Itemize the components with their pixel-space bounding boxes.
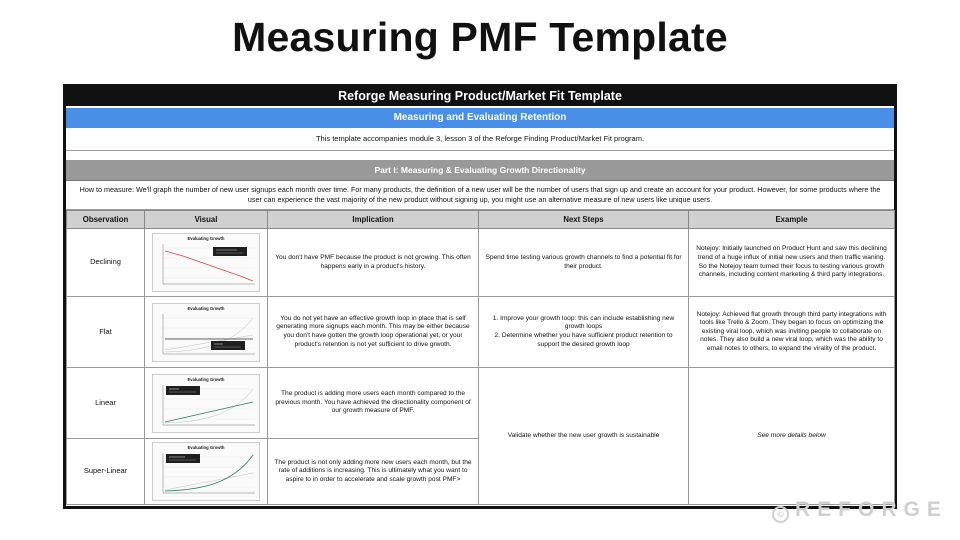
- visual-cell: [145, 368, 268, 439]
- next-step-item: 2. Determine whether you have sufficient product retention to support the desired growth loop: [494, 332, 673, 348]
- column-header-implication: Implication: [268, 211, 479, 229]
- section-header: Measuring and Evaluating Retention: [66, 106, 894, 128]
- thumbnail-title: Evaluating Growth: [187, 445, 225, 450]
- implication-cell: The product is not only adding more new users each month, but the rate of additions is increasing. This is ultimately what you want to aspire to in order to accelerate and scale growth post PMF>: [268, 439, 479, 505]
- flat-chart-thumbnail: [152, 303, 260, 362]
- visual-cell: [145, 229, 268, 297]
- column-header-example: Example: [689, 211, 895, 229]
- annotation-box: [213, 247, 247, 256]
- thumbnail-title: Evaluating Growth: [187, 305, 225, 311]
- observation-cell: Linear: [67, 368, 145, 439]
- column-header-observation: Observation: [67, 211, 145, 229]
- example-cell: Notejoy: Achieved flat growth through third party integrations with tools like Trello & Zoom. They began to focus on optimizing the existing viral loop, which was inviting people to collaborate on notes. They also build a new viral loop, which was the ability to email notes to others, to expand the virality of the product.: [689, 297, 895, 368]
- next-steps-cell: [479, 297, 689, 368]
- table-row: [67, 229, 895, 297]
- implication-cell: The product is adding more users each month compared to the previous month. You have achieved the directionality component of our growth measure of PMF.: [268, 368, 479, 439]
- thumbnail-title: Evaluating Growth: [187, 236, 225, 241]
- reforge-watermark: [772, 498, 948, 523]
- annotation-box: [166, 386, 200, 395]
- part-header: Part I: Measuring & Evaluating Growth Directionality: [66, 161, 894, 181]
- copyright-icon: ©: [772, 506, 789, 523]
- watermark-text: REFORGE: [795, 498, 948, 521]
- implication-cell: You do not yet have an effective growth loop in place that is self generating more signups each month. This may be either because you don't have gotten the growth loop operational yet, or your product's retention is not yet sufficient to drive grwoth.: [268, 297, 479, 368]
- blank-row: [66, 151, 894, 161]
- linear-chart-thumbnail: [152, 374, 260, 433]
- column-header-visual: Visual: [145, 211, 268, 229]
- observation-cell: Declining: [67, 229, 145, 297]
- observation-table: [66, 210, 895, 505]
- implication-cell: You don't have PMF because the product is not growing. This often happens early in a product's history.: [268, 229, 479, 297]
- sheet-title: Reforge Measuring Product/Market Fit Template: [66, 87, 894, 106]
- thumbnail-title: Evaluating Growth: [187, 376, 225, 382]
- visual-cell: [145, 297, 268, 368]
- table-row: [67, 368, 895, 439]
- annotation-box: [211, 341, 245, 350]
- super-linear-chart-thumbnail: [152, 442, 260, 501]
- example-cell: See more details below: [689, 368, 895, 505]
- annotation-box: [166, 454, 200, 463]
- declining-chart-thumbnail: [152, 233, 260, 292]
- intro-text: This template accompanies module 3, lesson 3 of the Reforge Finding Product/Market Fit program.: [66, 128, 894, 151]
- table-row: [67, 297, 895, 368]
- how-to-measure: How to measure: We'll graph the number of new user signups each month over time. For many products, the definition of a new user will be the number of users that sign up and create an account for your product. However, for some products where the user can experience the vast majority of the new product without signing up, you might use an alternative measure of new users like unique users.: [66, 181, 894, 210]
- visual-cell: [145, 439, 268, 505]
- next-step-item: 1. Improve your growth loop: this can include establishing new growth loops: [492, 314, 675, 331]
- example-cell: Notejoy: Initially launched on Product Hunt and saw this declining trend of a huge influx of initial new users and then traffic waning. So the Notejoy team turned their focus to testing various growth channels, including content marketing & third party integrations.: [689, 229, 895, 297]
- observation-cell: Flat: [67, 297, 145, 368]
- observation-cell: Super-Linear: [67, 439, 145, 505]
- next-steps-cell: Spend time testing various growth channels to find a potential fit for their product.: [479, 229, 689, 297]
- page-title: Measuring PMF Template: [232, 14, 728, 60]
- next-steps-cell: Validate whether the new user growth is sustainable: [479, 368, 689, 505]
- template-sheet: [63, 84, 897, 509]
- column-header-next-steps: Next Steps: [479, 211, 689, 229]
